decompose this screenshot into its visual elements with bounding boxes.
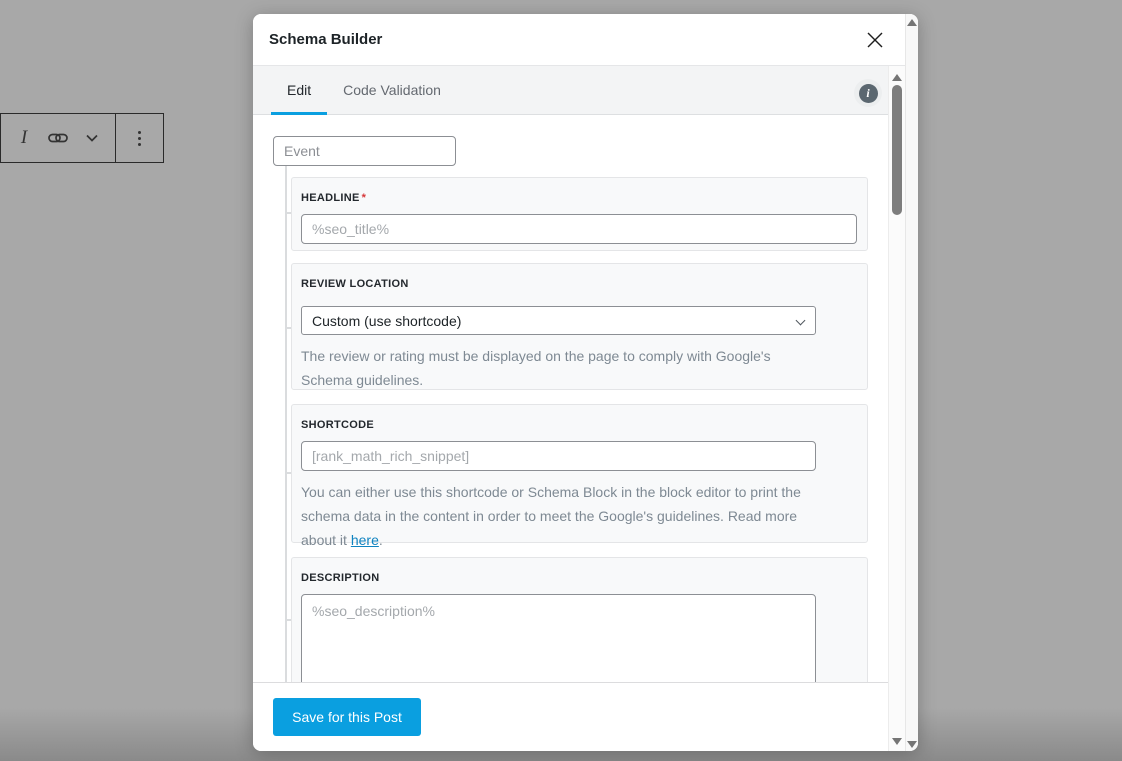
headline-input[interactable] [301, 214, 857, 244]
required-asterisk: * [361, 192, 366, 204]
save-for-this-post-button[interactable]: Save for this Post [273, 698, 421, 736]
review-location-field-card [291, 263, 868, 390]
scroll-up-arrow[interactable] [892, 74, 902, 81]
description-field-card [291, 557, 868, 682]
link-button[interactable] [41, 118, 75, 158]
review-location-label: REVIEW LOCATION [301, 278, 409, 290]
modal-header [253, 14, 905, 66]
scrollbar-thumb[interactable] [892, 85, 902, 215]
options-group [115, 114, 163, 162]
format-group [1, 114, 115, 162]
tab-edit[interactable]: Edit [271, 66, 327, 114]
chevron-down-icon [83, 129, 101, 147]
selected-option-text: Custom (use shortcode) [312, 312, 462, 329]
review-location-help-text: The review or rating must be displayed on the page to comply with Google's Schema guidelines. [301, 348, 771, 388]
close-button[interactable] [861, 26, 889, 54]
italic-icon: I [20, 127, 28, 148]
info-button[interactable] [854, 79, 882, 107]
shortcode-help-text [301, 480, 811, 552]
select-chevron-icon [796, 316, 806, 326]
modal-scrollbar[interactable] [905, 14, 918, 751]
content-scrollbar[interactable] [888, 66, 905, 751]
shortcode-input[interactable] [301, 441, 816, 471]
block-editor-toolbar [0, 113, 164, 163]
close-icon [866, 31, 884, 49]
shortcode-label: SHORTCODE [301, 419, 374, 431]
review-location-select[interactable] [301, 306, 816, 335]
shortcode-help-leading: You can either use this shortcode or Schema Block in the block editor to print the schema data in the content in order to meet the Google's guidelines. Read more about it [301, 484, 801, 548]
shortcode-help-trailing: . [378, 532, 383, 548]
info-icon: i [859, 84, 878, 103]
tree-connector-line [285, 166, 287, 682]
headline-label: HEADLINE [301, 192, 360, 204]
description-label: DESCRIPTION [301, 572, 380, 584]
scroll-down-arrow[interactable] [892, 738, 902, 745]
modal-title: Schema Builder [269, 31, 383, 48]
read-more-link[interactable]: here [350, 532, 379, 548]
tab-code-validation[interactable]: Code Validation [327, 66, 457, 114]
more-formats-button[interactable] [75, 118, 109, 158]
scroll-up-arrow[interactable] [907, 19, 917, 26]
schema-edit-panel [253, 115, 888, 682]
shortcode-field-card [291, 404, 868, 548]
italic-button[interactable] [7, 118, 41, 158]
schema-type-input[interactable] [273, 136, 456, 166]
tab-bar [253, 66, 888, 115]
modal-footer [253, 682, 888, 751]
link-icon [46, 126, 70, 150]
options-menu-button[interactable] [123, 118, 157, 158]
description-textarea[interactable] [301, 594, 816, 682]
scroll-down-arrow[interactable] [907, 741, 917, 748]
headline-field-card [291, 177, 868, 251]
kebab-menu-icon [138, 131, 141, 146]
schema-builder-modal [253, 14, 918, 751]
